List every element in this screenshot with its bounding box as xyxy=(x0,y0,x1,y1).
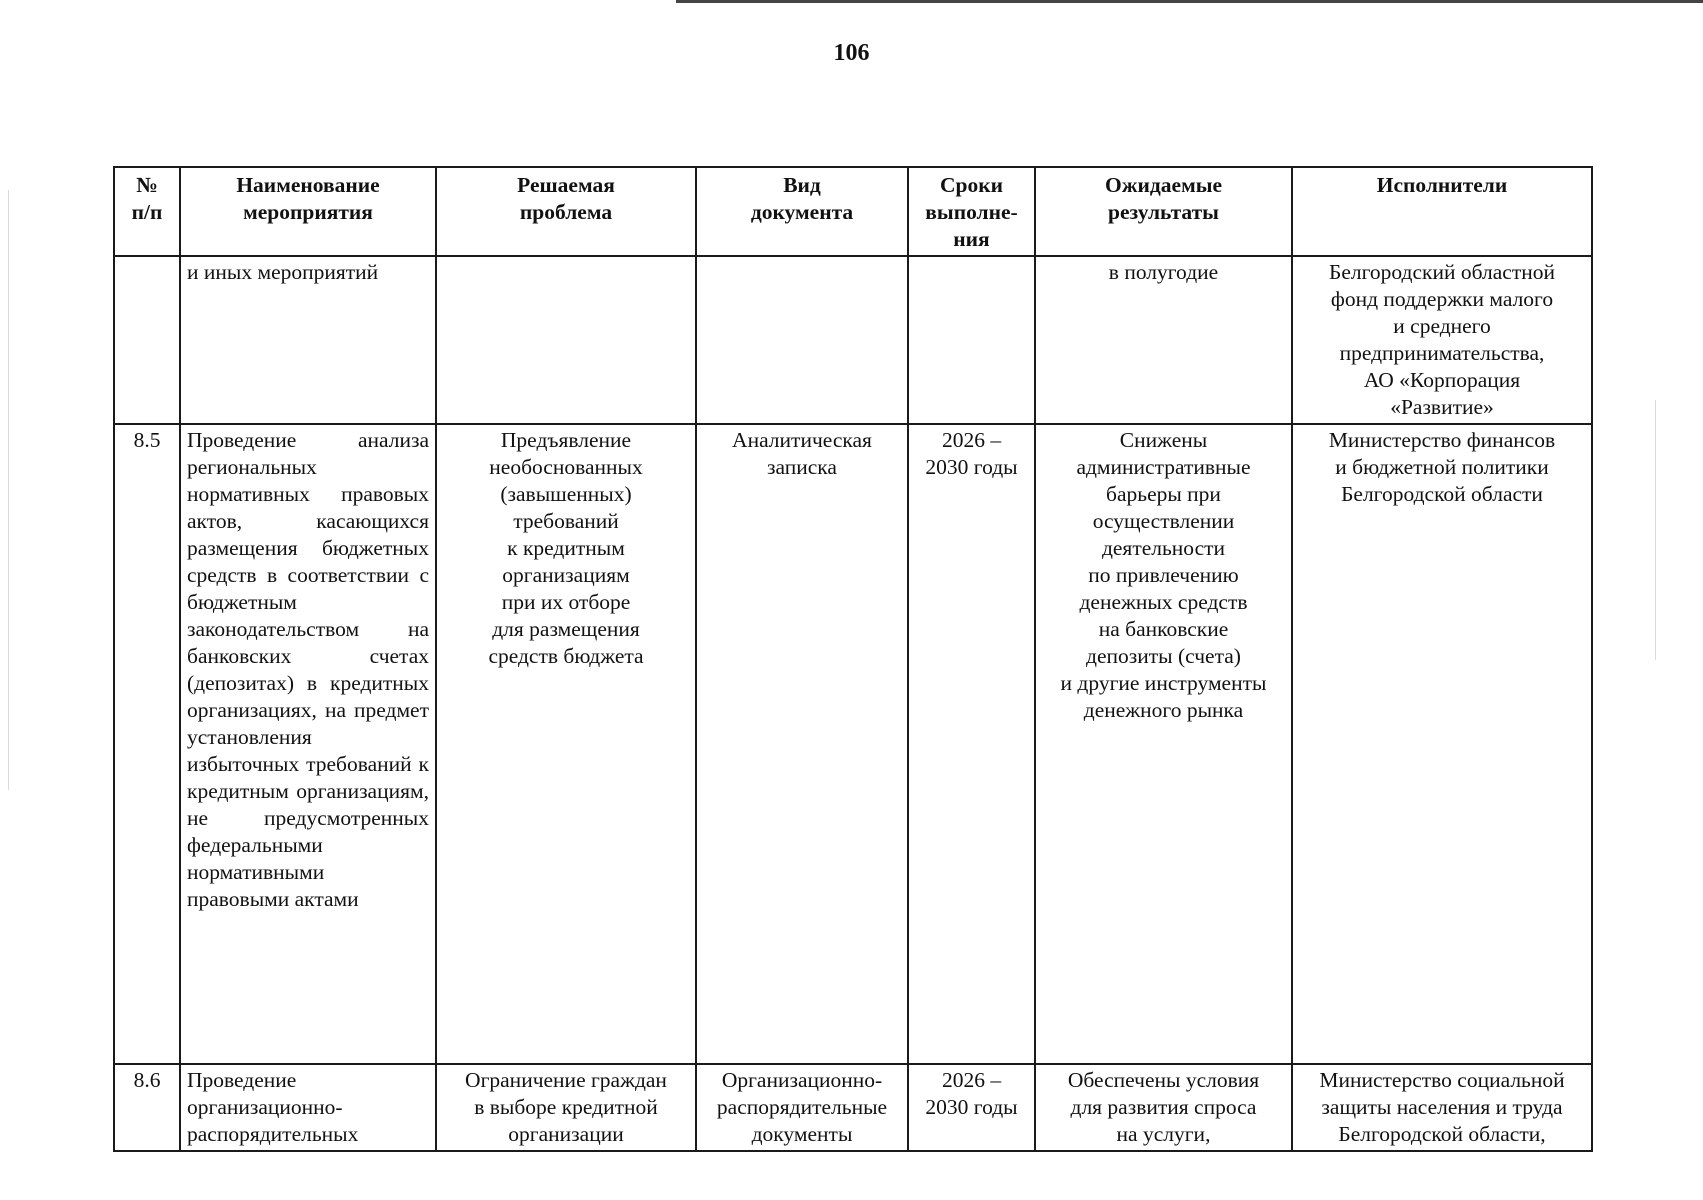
cell-results: Снижены административные барьеры при осуществлении деятельности по привлечению денежных средств на банковские депозиты (счета) и другие инструменты денежного рынка xyxy=(1035,424,1292,1064)
header-number: № п/п xyxy=(114,167,180,256)
cell-term: 2026 – 2030 годы xyxy=(908,1064,1035,1151)
cell-problem: Предъявление необоснованных (завышенных) требований к кредитным организациям при их отборе для размещения средств бюджета xyxy=(436,424,696,1064)
header-document: Вид документа xyxy=(696,167,908,256)
cell-number: 8.5 xyxy=(114,424,180,1064)
cell-document: Аналитическая записка xyxy=(696,424,908,1064)
header-term: Сроки выполне- ния xyxy=(908,167,1035,256)
scan-artifact-right xyxy=(1655,400,1656,660)
cell-executors: Министерство финансов и бюджетной политики Белгородской области xyxy=(1292,424,1592,1064)
cell-name: Проведение анализа региональных нормативных правовых актов, касающихся размещения бюджетных средств в соответствии с бюджетным законодательством на банковских счетах (депозитах) в кредитных организациях, на предмет установления избыточных требований к кредитным организациям, не предусмотренных федеральными нормативными правовыми актами xyxy=(180,424,436,1064)
cell-problem xyxy=(436,256,696,424)
table-row xyxy=(114,1064,1592,1151)
cell-results: в полугодие xyxy=(1035,256,1292,424)
scan-artifact-left xyxy=(8,190,9,790)
cell-name: Проведение организационно- распорядительных xyxy=(180,1064,436,1151)
header-executors: Исполнители xyxy=(1292,167,1592,256)
cell-executors: Министерство социальной защиты населения и труда Белгородской области, xyxy=(1292,1064,1592,1151)
scan-top-rule xyxy=(676,0,1703,3)
cell-executors: Белгородский областной фонд поддержки малого и среднего предпринимательства, АО «Корпорация «Развитие» xyxy=(1292,256,1592,424)
header-problem: Решаемая проблема xyxy=(436,167,696,256)
cell-document xyxy=(696,256,908,424)
cell-term: 2026 – 2030 годы xyxy=(908,424,1035,1064)
table-header-row xyxy=(114,167,1592,256)
cell-term xyxy=(908,256,1035,424)
cell-results: Обеспечены условия для развития спроса на услуги, xyxy=(1035,1064,1292,1151)
cell-number xyxy=(114,256,180,424)
cell-name: и иных мероприятий xyxy=(180,256,436,424)
table-row xyxy=(114,424,1592,1064)
header-name: Наименование мероприятия xyxy=(180,167,436,256)
table-row xyxy=(114,256,1592,424)
page-number: 106 xyxy=(833,40,870,66)
cell-document: Организационно- распорядительные документы xyxy=(696,1064,908,1151)
cell-problem: Ограничение граждан в выборе кредитной организации xyxy=(436,1064,696,1151)
measures-table xyxy=(113,166,1593,1152)
cell-number: 8.6 xyxy=(114,1064,180,1151)
header-results: Ожидаемые результаты xyxy=(1035,167,1292,256)
